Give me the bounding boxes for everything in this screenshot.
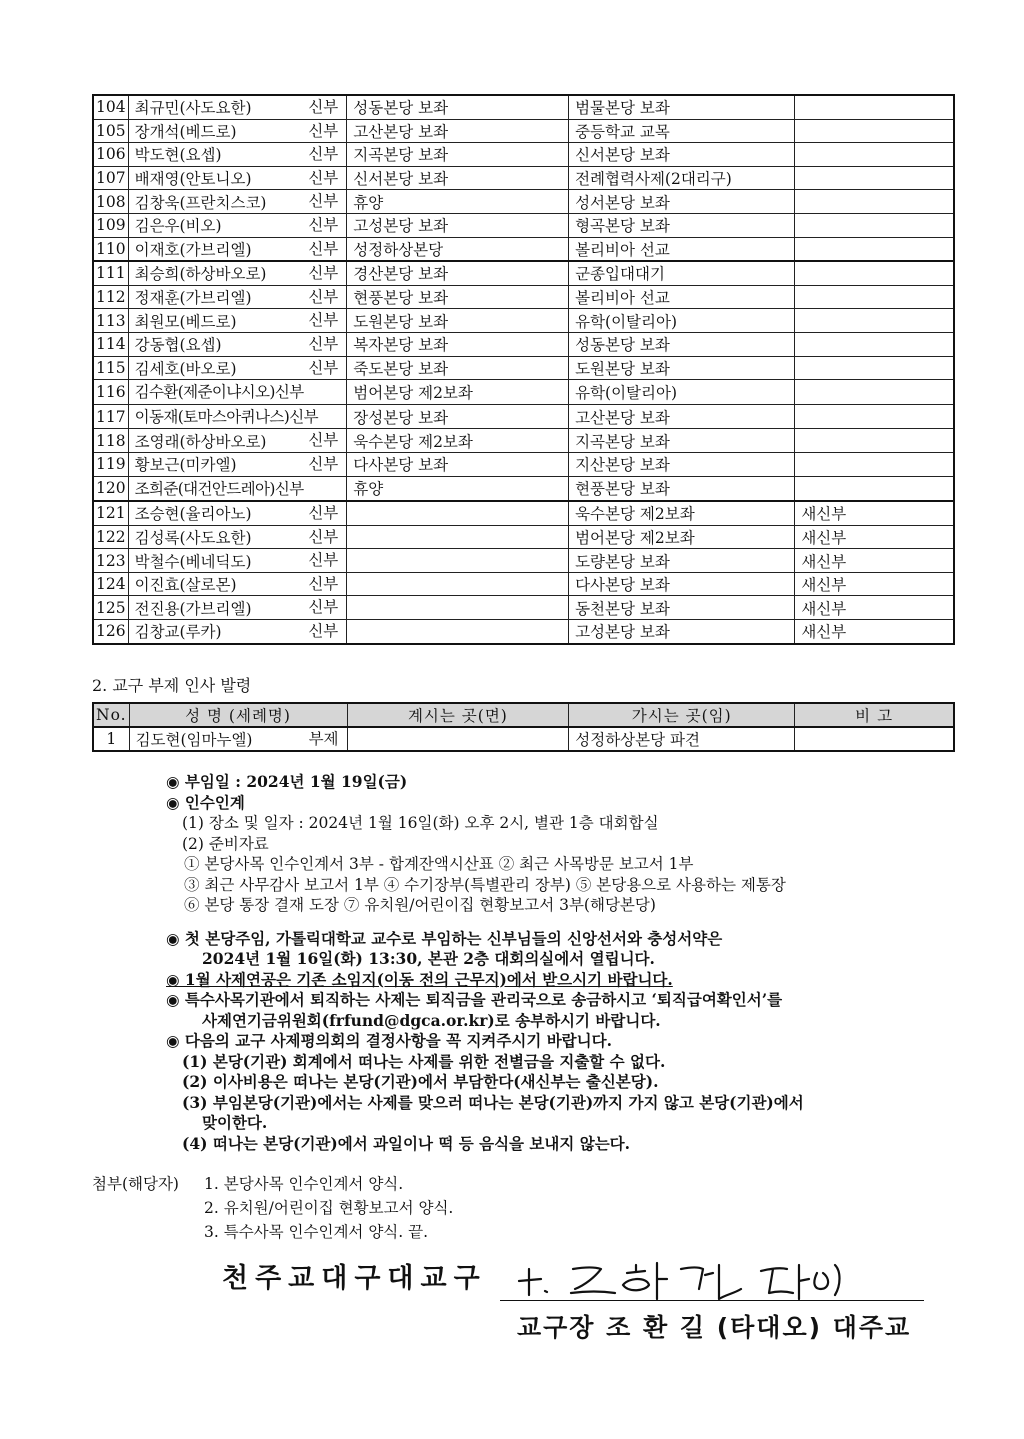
- row-title: 신부: [308, 598, 339, 617]
- row-title: 신부: [308, 454, 339, 473]
- row-no: 121: [93, 501, 128, 525]
- row-name-text: 김성록(사도요한): [134, 528, 252, 547]
- row-no: 124: [93, 572, 128, 596]
- row-name-text: 최원모(베드로): [134, 312, 237, 331]
- row-to: 지산본당 보좌: [569, 452, 795, 476]
- row-from: 죽도본당 보좌: [347, 356, 569, 380]
- row-from: 현풍본당 보좌: [347, 285, 569, 309]
- notice-oath-2: 2024년 1월 16일(화) 13:30, 본관 2층 대회의실에서 열립니다.: [202, 949, 655, 968]
- row-title: 신부: [308, 121, 339, 140]
- row-to: 중등학교 교목: [569, 119, 795, 143]
- row-name-text: 박철수(베네딕도): [134, 552, 252, 571]
- row-title: 신부: [308, 168, 339, 187]
- notice-council-2: (2) 이사비용은 떠나는 본당(기관)에서 부담한다(새신부는 출신본당).: [182, 1072, 659, 1091]
- notice-place: (1) 장소 및 일자 : 2024년 1월 16일(화) 오후 2시, 별관 1층 대회합실: [182, 814, 659, 832]
- row-to: 범어본당 제2보좌: [569, 525, 795, 549]
- row-note: [795, 404, 954, 429]
- notice-retire-1: ◉ 특수사목기관에서 퇴직하는 사제는 퇴직금을 관리국으로 송금하시고 ‘퇴직급여확인서’를: [166, 990, 783, 1009]
- header-note: 비 고: [795, 703, 954, 727]
- row-no: 117: [93, 404, 128, 429]
- row-no: 108: [93, 190, 128, 214]
- row-no: 126: [93, 620, 128, 644]
- row-name: [128, 429, 347, 453]
- table-row: [93, 95, 954, 119]
- table-row: [93, 549, 954, 573]
- row-note: 새신부: [795, 525, 954, 549]
- table-row: [93, 476, 954, 501]
- row-no: 104: [93, 95, 128, 119]
- table-row: [93, 404, 954, 429]
- row-to: 군종입대대기: [569, 261, 795, 285]
- table-row: [93, 332, 954, 356]
- row-no: 122: [93, 525, 128, 549]
- notice-prep-1: ① 본당사목 인수인계서 3부 - 합계잔액시산표 ② 최근 사목방문 보고서 1부: [184, 855, 694, 873]
- row-from: 다사본당 보좌: [347, 452, 569, 476]
- row-name: [128, 525, 347, 549]
- notice-council-1: (1) 본당(기관) 회계에서 떠나는 사제를 위한 전별금을 지출할 수 없다.: [182, 1051, 666, 1071]
- attachments: [92, 1172, 453, 1244]
- row-to: 볼리비아 선교: [569, 237, 795, 261]
- row-note: 새신부: [795, 596, 954, 620]
- row-to: 도원본당 보좌: [569, 356, 795, 380]
- row-from: 도원본당 보좌: [347, 309, 569, 333]
- row-name: [128, 119, 347, 143]
- row-no: 109: [93, 213, 128, 237]
- row-note: [795, 380, 954, 405]
- row-name: [128, 620, 347, 644]
- row-no: 118: [93, 429, 128, 453]
- row-note: [795, 166, 954, 190]
- row-note: [795, 213, 954, 237]
- row-note: [795, 143, 954, 167]
- row-to: 고성본당 보좌: [569, 620, 795, 644]
- row-name: [128, 261, 347, 285]
- row-note: 새신부: [795, 549, 954, 573]
- row-name: [128, 380, 347, 405]
- row-title: 신부: [308, 192, 339, 211]
- row-to: 전례협력사제(2대리구): [569, 166, 795, 190]
- row-note: [795, 95, 954, 119]
- row-name-text: 최승희(하상바오로): [134, 265, 267, 284]
- table-row: [93, 309, 954, 333]
- row-name-text: 이진효(살로몬): [134, 576, 237, 595]
- row-title: 신부: [274, 479, 304, 498]
- table-row: [93, 119, 954, 143]
- row-title: 신부: [308, 622, 339, 641]
- row-from: 성동본당 보좌: [347, 95, 569, 119]
- row-name-text: 김창교(루카): [134, 623, 222, 642]
- row-title: 신부: [308, 264, 339, 283]
- row-name: [128, 309, 347, 333]
- row-name-text: 이동재(토마스아퀴나스): [134, 407, 290, 426]
- row-to: 현풍본당 보좌: [569, 476, 795, 501]
- table-row: [93, 572, 954, 596]
- row-title: 신부: [308, 334, 339, 353]
- row-note: [795, 332, 954, 356]
- row-to: 고산본당 보좌: [569, 404, 795, 429]
- row-to: 형곡본당 보좌: [569, 213, 795, 237]
- row-name: [128, 213, 347, 237]
- row-from: 지곡본당 보좌: [347, 143, 569, 167]
- row-no: 115: [93, 356, 128, 380]
- bishop-name: 교구장 조 환 길 (타대오) 대주교: [517, 1313, 912, 1342]
- notice-council-4: (4) 떠나는 본당(기관)에서 과일이나 떡 등 음식을 보내지 않는다.: [182, 1133, 631, 1153]
- row-no: 112: [93, 285, 128, 309]
- row-name-text: 김세호(바오로): [134, 359, 237, 378]
- table-row: [93, 596, 954, 620]
- row-title: 신부: [308, 527, 339, 546]
- table-row: [93, 190, 954, 214]
- row-to: 유학(이탈리아): [569, 380, 795, 405]
- row-no: 116: [93, 380, 128, 405]
- table-row: [93, 356, 954, 380]
- row-from: 장성본당 보좌: [347, 404, 569, 429]
- row-name-text: 배재영(안토니오): [134, 170, 252, 189]
- row-title: 신부: [308, 98, 339, 116]
- row-title: 신부: [308, 431, 339, 450]
- deacon-table: [92, 702, 955, 752]
- row-from: [347, 549, 569, 573]
- table-row: [93, 237, 954, 261]
- row-to: 신서본당 보좌: [569, 143, 795, 167]
- row-to: 범물본당 보좌: [569, 95, 795, 119]
- row-name: [129, 727, 347, 751]
- row-no: 125: [93, 596, 128, 620]
- row-note: [795, 356, 954, 380]
- attachment-item: 2. 유치원/어린이집 현황보고서 양식.: [204, 1199, 454, 1217]
- row-note: [795, 452, 954, 476]
- row-name: [128, 452, 347, 476]
- row-title: 신부: [289, 407, 318, 426]
- row-to: 지곡본당 보좌: [569, 429, 795, 453]
- notices: [160, 772, 940, 1154]
- attachment-item: 3. 특수사목 인수인계서 양식. 끝.: [204, 1223, 429, 1241]
- row-no: 105: [93, 119, 128, 143]
- row-from: [347, 501, 569, 525]
- row-note: 새신부: [795, 501, 954, 525]
- row-no: 123: [93, 549, 128, 573]
- signature-line: [500, 1300, 924, 1301]
- row-from: [347, 525, 569, 549]
- row-to: 성동본당 보좌: [569, 332, 795, 356]
- table-row: [93, 380, 954, 405]
- row-note: [795, 237, 954, 261]
- header-name: 성 명 (세례명): [129, 703, 347, 727]
- row-name-text: 조희준(대건안드레아): [134, 479, 275, 498]
- row-to: 유학(이탈리아): [569, 309, 795, 333]
- row-from: 휴양: [347, 190, 569, 214]
- row-note: [795, 285, 954, 309]
- row-from: 욱수본당 제2보좌: [347, 429, 569, 453]
- table-row: [93, 501, 954, 525]
- row-title: 신부: [308, 311, 339, 330]
- notice-prep-2: ③ 최근 사무감사 보고서 1부 ④ 수기장부(특별관리 장부) ⑤ 본당용으로 사용하는 제통장: [184, 875, 786, 894]
- notice-start-date: ◉ 부임일 : 2024년 1월 19일(금): [166, 772, 408, 791]
- header-no: No.: [93, 703, 129, 727]
- row-title: 신부: [308, 215, 339, 234]
- row-name-text: 김도현(임마누엘): [135, 731, 253, 749]
- row-name-text: 조영래(하상바오로): [134, 432, 267, 451]
- row-name: [128, 549, 347, 573]
- row-name-text: 최규민(사도요한): [134, 99, 252, 118]
- table-row: [93, 525, 954, 549]
- row-name: [128, 404, 347, 429]
- row-name-text: 정재훈(가브리엘): [134, 289, 252, 308]
- table-row: [93, 727, 954, 751]
- row-from: [347, 596, 569, 620]
- table-row: [93, 620, 954, 644]
- row-name-text: 강동협(요셉): [134, 336, 222, 355]
- row-no: 113: [93, 309, 128, 333]
- row-no: 114: [93, 332, 128, 356]
- row-from: 복자본당 보좌: [347, 332, 569, 356]
- row-title: 신부: [308, 504, 339, 523]
- table-row: [93, 452, 954, 476]
- row-name-text: 김창욱(프란치스코): [134, 193, 267, 212]
- organization-name: 천주교대구대교구: [222, 1263, 487, 1294]
- row-no: 111: [93, 261, 128, 285]
- row-note: [795, 476, 954, 501]
- row-to: 도량본당 보좌: [569, 549, 795, 573]
- row-from: [347, 572, 569, 596]
- header-from: 계시는 곳(면): [347, 703, 569, 727]
- row-to: 볼리비아 선교: [569, 285, 795, 309]
- attachment-item: 1. 본당사목 인수인계서 양식.: [204, 1175, 404, 1193]
- row-from: 범어본당 제2보좌: [347, 380, 569, 405]
- row-name-text: 전진용(가브리엘): [134, 599, 252, 618]
- row-name: [128, 572, 347, 596]
- row-name-text: 황보근(미카엘): [134, 456, 237, 475]
- row-to: 욱수본당 제2보좌: [569, 501, 795, 525]
- table-row: [93, 213, 954, 237]
- row-name: [128, 95, 347, 119]
- row-title: 신부: [308, 574, 339, 593]
- row-from: 고산본당 보좌: [347, 119, 569, 143]
- row-title: 부제: [308, 730, 339, 748]
- row-name: [128, 596, 347, 620]
- row-no: 119: [93, 452, 128, 476]
- row-no: 110: [93, 237, 128, 261]
- notice-stipend: ◉ 1월 사제연공은 기존 소임지(이동 전의 근무지)에서 받으시기 바랍니다.: [166, 969, 673, 989]
- row-note: [795, 190, 954, 214]
- row-note: 새신부: [795, 572, 954, 596]
- row-name-text: 박도현(요셉): [134, 146, 222, 165]
- row-no: 1: [93, 727, 129, 751]
- row-from: 신서본당 보좌: [347, 166, 569, 190]
- row-name: [128, 237, 347, 261]
- row-from: [347, 620, 569, 644]
- row-no: 107: [93, 166, 128, 190]
- row-name: [128, 501, 347, 525]
- row-note: [795, 261, 954, 285]
- row-name-text: 조승현(율리아노): [134, 505, 252, 524]
- row-note: [795, 727, 954, 751]
- row-name: [128, 356, 347, 380]
- table-row: [93, 429, 954, 453]
- row-from: [347, 727, 569, 751]
- row-note: 새신부: [795, 620, 954, 644]
- row-name: [128, 332, 347, 356]
- notice-council-3a: (3) 부임본당(기관)에서는 사제를 맞으러 떠나는 본당(기관)까지 가지 않고 본당(기관)에서: [182, 1092, 804, 1112]
- notice-oath-1: ◉ 첫 본당주임, 가톨릭대학교 교수로 부임하는 신부님들의 신앙선서와 충성서약은: [166, 928, 723, 948]
- row-no: 106: [93, 143, 128, 167]
- table-row: [93, 261, 954, 285]
- row-name: [128, 285, 347, 309]
- row-name: [128, 476, 347, 501]
- row-name: [128, 190, 347, 214]
- row-name: [128, 166, 347, 190]
- notice-prep: (2) 준비자료: [182, 834, 269, 853]
- row-to: 동천본당 보좌: [569, 596, 795, 620]
- row-name: [128, 143, 347, 167]
- notice-retire-2: 사제연기금위원회(frfund@dgca.or.kr)로 송부하시기 바랍니다.: [202, 1010, 661, 1030]
- table-row: [93, 285, 954, 309]
- table-row: [93, 143, 954, 167]
- handwritten-signature: [515, 1255, 855, 1303]
- row-title: 신부: [308, 358, 339, 377]
- row-name-text: 김수환(제준이냐시오): [134, 383, 275, 402]
- row-title: 신부: [274, 383, 304, 402]
- row-from: 고성본당 보좌: [347, 213, 569, 237]
- row-title: 신부: [308, 551, 339, 570]
- row-name-text: 이재호(가브리엘): [134, 240, 252, 259]
- table-row: [93, 166, 954, 190]
- row-note: [795, 309, 954, 333]
- row-from: 휴양: [347, 476, 569, 501]
- row-no: 120: [93, 476, 128, 501]
- notice-council: ◉ 다음의 교구 사제평의회의 결정사항을 꼭 지켜주시기 바랍니다.: [166, 1031, 612, 1050]
- row-note: [795, 119, 954, 143]
- row-title: 신부: [308, 239, 339, 258]
- row-to: 다사본당 보좌: [569, 572, 795, 596]
- attachments-label: 첨부(해당자): [92, 1175, 179, 1193]
- clergy-roster-table: [92, 94, 955, 645]
- notice-handover: ◉ 인수인계: [166, 792, 245, 812]
- section-heading: 2. 교구 부제 인사 발령: [92, 676, 252, 695]
- row-to: 성정하상본당 파견: [569, 727, 795, 751]
- row-name-text: 장개석(베드로): [134, 122, 237, 141]
- row-title: 신부: [308, 287, 339, 306]
- row-from: 경산본당 보좌: [347, 261, 569, 285]
- row-title: 신부: [308, 145, 339, 164]
- row-from: 성정하상본당: [347, 237, 569, 261]
- notice-prep-3: ⑥ 본당 통장 결재 도장 ⑦ 유치원/어린이집 현황보고서 3부(해당본당): [184, 896, 656, 914]
- row-to: 성서본당 보좌: [569, 190, 795, 214]
- table-header-row: [93, 703, 954, 727]
- row-note: [795, 429, 954, 453]
- row-name-text: 김은우(비오): [134, 217, 222, 236]
- header-to: 가시는 곳(임): [569, 703, 795, 727]
- notice-council-3b: 맞이한다.: [202, 1113, 268, 1132]
